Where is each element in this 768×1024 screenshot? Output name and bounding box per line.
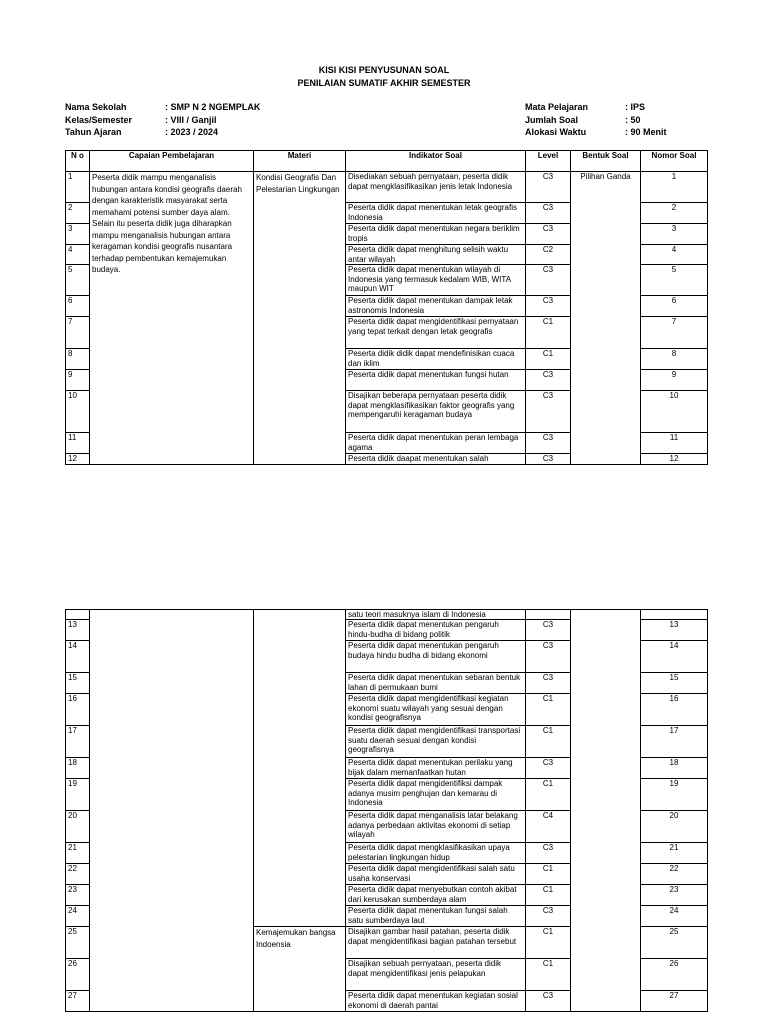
level-value: C3 — [526, 843, 571, 864]
level-value: C3 — [526, 758, 571, 779]
bentuk-soal: Pilihan Ganda — [571, 172, 641, 465]
row-number: 22 — [66, 864, 90, 885]
row-number: 17 — [66, 726, 90, 758]
meta-row-school — [65, 101, 260, 114]
level-value: C3 — [526, 906, 571, 927]
row-number: 26 — [66, 959, 90, 991]
bentuk-cell — [571, 610, 641, 1012]
document-subtitle: PENILAIAN SUMATIF AKHIR SEMESTER — [297, 78, 471, 88]
meta-value: : 50 — [625, 114, 641, 125]
row-number: 20 — [66, 811, 90, 843]
meta-row-class — [65, 114, 260, 127]
row-number: 25 — [66, 927, 90, 959]
capaian-text: Peserta didik mampu menganalisis hubungan antara kondisi geografis daerah dengan karakteristik masyarakat serta memahami potensi sumber daya alam. Selain itu peserta didik juga diharapkan mampu menganalisis hubungan antara keragaman kondisi geografis nusantara terhadap pembentukan kemajemukan budaya. — [90, 172, 254, 465]
level-value: C3 — [526, 433, 571, 454]
indikator-text: Peserta didik dapat menentukan peran lembaga agama — [346, 433, 526, 454]
indikator-text: Peserta didik dapat menentukan kegiatan sosial ekonomi di daerah pantai — [346, 991, 526, 1012]
indikator-text: Peserta didik dapat mengklasifikasikan upaya pelestarian lingkungan hidup — [346, 843, 526, 864]
column-header-level: Level — [526, 151, 571, 172]
row-number: 14 — [66, 641, 90, 673]
grid-table-page2 — [65, 609, 708, 1012]
indikator-text: Peserta didik dapat menyebutkan contoh akibat dari kerusakan sumberdaya alam — [346, 885, 526, 906]
level-value: C3 — [526, 620, 571, 641]
level-value: C1 — [526, 959, 571, 991]
column-header-nomor: Nomor Soal — [641, 151, 708, 172]
table-body — [66, 172, 708, 465]
indikator-text: Peserta didik dapat mengidentifiksi dampak adanya musim penghujan dan kemarau di Indonesia — [346, 779, 526, 811]
level-value: C1 — [526, 885, 571, 906]
indikator-text: Peserta didik dapat menganalisis latar belakang adanya perbedaan aktivitas ekonomi di setiap wilayah — [346, 811, 526, 843]
level-value: C3 — [526, 203, 571, 224]
materi-text: Kemajemukan bangsa Indoensia — [254, 927, 346, 1012]
indikator-text: Peserta didik dapat menentukan pengaruh budaya hindu budha di bidang ekonomi — [346, 641, 526, 673]
nomor-soal: 3 — [641, 224, 708, 245]
meta-row-count — [525, 114, 667, 127]
nomor-soal: 22 — [641, 864, 708, 885]
capaian-cell — [90, 610, 254, 1012]
row-number — [66, 610, 90, 620]
indikator-text: Peserta didik dapat mengidentifikasi transportasi suatu daerah sesuai dengan kondisi geografisnya — [346, 726, 526, 758]
row-number: 19 — [66, 779, 90, 811]
indikator-text: Peserta didik dapat menentukan sebaran bentuk lahan di permukaan bumi — [346, 673, 526, 694]
row-number: 6 — [66, 296, 90, 317]
row-number: 15 — [66, 673, 90, 694]
level-value: C1 — [526, 779, 571, 811]
meta-value: : 90 Menit — [625, 127, 667, 137]
indikator-text: Disajikan sebuah pernyataan, peserta didik dapat mengidentifikasi jenis pelapukan — [346, 959, 526, 991]
meta-label: Kelas/Semester — [65, 114, 133, 125]
indikator-continuation: satu teori masuknya islam di Indonesia — [346, 610, 526, 620]
grid-table-page1 — [65, 150, 708, 465]
indikator-text: Peserta didik dapat mengidentifikasi salah satu usaha konservasi — [346, 864, 526, 885]
meta-row-year — [65, 126, 260, 139]
row-number: 21 — [66, 843, 90, 864]
indikator-text: Disediakan sebuah pernyataan, peserta didik dapat mengklasifikasikan jenis letak Indonesia — [346, 172, 526, 203]
meta-left — [65, 101, 260, 139]
column-header-capaian: Capaian Pembelajaran — [90, 151, 254, 172]
level-value: C3 — [526, 641, 571, 673]
row-number: 18 — [66, 758, 90, 779]
meta-row-time — [525, 126, 667, 139]
level-value: C3 — [526, 296, 571, 317]
row-number: 16 — [66, 694, 90, 726]
level-value: C4 — [526, 811, 571, 843]
row-number: 7 — [66, 317, 90, 349]
indikator-text: Peserta didik daapat menentukan salah — [346, 454, 526, 465]
nomor-soal: 27 — [641, 991, 708, 1012]
indikator-text: Peserta didik dapat menentukan fungsi salah satu sumberdaya laut — [346, 906, 526, 927]
indikator-text: Peserta didik dapat menentukan fungsi hutan — [346, 370, 526, 391]
level-value: C1 — [526, 317, 571, 349]
nomor-soal: 9 — [641, 370, 708, 391]
level-value: C3 — [526, 454, 571, 465]
level-value: C3 — [526, 370, 571, 391]
level-value: C3 — [526, 391, 571, 433]
nomor-soal: 10 — [641, 391, 708, 433]
indikator-text: Peserta didik dapat menentukan dampak letak astronomis Indonesia — [346, 296, 526, 317]
nomor-soal: 19 — [641, 779, 708, 811]
level-value: C1 — [526, 694, 571, 726]
nomor-soal: 21 — [641, 843, 708, 864]
row-number: 3 — [66, 224, 90, 245]
nomor-soal: 7 — [641, 317, 708, 349]
indikator-text: Peserta didik didik dapat mendefinisikan cuaca dan iklim — [346, 349, 526, 370]
nomor-soal: 23 — [641, 885, 708, 906]
meta-label: Mata Pelajaran — [525, 102, 589, 112]
meta-row-subject — [525, 101, 667, 114]
nomor-soal: 6 — [641, 296, 708, 317]
nomor-soal: 12 — [641, 454, 708, 465]
row-number: 1 — [66, 172, 90, 203]
level-value: C3 — [526, 224, 571, 245]
column-header-materi: Materi — [254, 151, 346, 172]
indikator-text: Peserta didik dapat menentukan wilayah di Indonesia yang termasuk kedalam WIB, WITA maupun WIT — [346, 265, 526, 296]
indikator-text: Peserta didik dapat menghitung selisih waktu antar wilayah — [346, 245, 526, 265]
indikator-text: Disajikan beberapa pernyataan peserta didik dapat mengklasifikasikan faktor geografis yang mempengaruhi keragaman budaya — [346, 391, 526, 433]
level-value: C1 — [526, 864, 571, 885]
indikator-text: Peserta didik dapat menentukan perilaku yang bijak dalam memanfaatkan hutan — [346, 758, 526, 779]
materi-cell — [254, 610, 346, 927]
indikator-text: Disajikan gambar hasil patahan, peserta didik dapat mengidentifikasi bagian patahan tersebut — [346, 927, 526, 959]
row-number: 8 — [66, 349, 90, 370]
level-value: C3 — [526, 673, 571, 694]
nomor-soal: 4 — [641, 245, 708, 265]
row-number: 9 — [66, 370, 90, 391]
level-value: C3 — [526, 172, 571, 203]
row-number: 24 — [66, 906, 90, 927]
level-value: C3 — [526, 991, 571, 1012]
nomor-soal: 13 — [641, 620, 708, 641]
indikator-text: Peserta didik dapat mengidentifikasi pernyataan yang tepat terkait dengan letak geografis — [346, 317, 526, 349]
meta-label: Alokasi Waktu — [525, 127, 587, 137]
level-value: C1 — [526, 349, 571, 370]
level-value: C3 — [526, 265, 571, 296]
nomor-soal: 24 — [641, 906, 708, 927]
indikator-text: Peserta didik dapat menentukan negara beriklim tropis — [346, 224, 526, 245]
column-header-no: N o — [66, 151, 90, 172]
level-value — [526, 610, 571, 620]
nomor-soal: 15 — [641, 673, 708, 694]
meta-value: : 2023 / 2024 — [165, 127, 219, 137]
indikator-text: Peserta didik dapat menentukan pengaruh hindu-budha di bidang politik — [346, 620, 526, 641]
meta-value: : SMP N 2 NGEMPLAK — [165, 102, 261, 112]
materi-text: Kondisi Geografis Dan Pelestarian Lingkungan — [254, 172, 346, 465]
table-body — [66, 610, 708, 1012]
meta-label: Jumlah Soal — [525, 114, 579, 125]
nomor-soal: 5 — [641, 265, 708, 296]
row-number: 11 — [66, 433, 90, 454]
nomor-soal: 16 — [641, 694, 708, 726]
row-number: 13 — [66, 620, 90, 641]
level-value: C1 — [526, 726, 571, 758]
indikator-text: Peserta didik dapat mengidentifikasi kegiatan ekonomi suatu wilayah yang sesuai dengan kondisi geografisnya — [346, 694, 526, 726]
row-number: 23 — [66, 885, 90, 906]
row-number: 5 — [66, 265, 90, 296]
meta-value: : IPS — [625, 102, 646, 112]
nomor-soal: 2 — [641, 203, 708, 224]
row-number: 4 — [66, 245, 90, 265]
nomor-soal: 18 — [641, 758, 708, 779]
meta-right — [525, 101, 667, 139]
level-value: C2 — [526, 245, 571, 265]
meta-label: Nama Sekolah — [65, 102, 127, 112]
document-title: KISI KISI PENYUSUNAN SOAL — [318, 65, 450, 75]
meta-value: : VIII / Ganjil — [165, 114, 217, 125]
nomor-soal: 17 — [641, 726, 708, 758]
row-number: 2 — [66, 203, 90, 224]
column-header-bentuk: Bentuk Soal — [571, 151, 641, 172]
nomor-soal: 25 — [641, 927, 708, 959]
nomor-soal: 20 — [641, 811, 708, 843]
nomor-soal: 26 — [641, 959, 708, 991]
meta-label: Tahun Ajaran — [65, 127, 122, 137]
table-row — [66, 172, 708, 203]
row-number: 27 — [66, 991, 90, 1012]
nomor-soal: 11 — [641, 433, 708, 454]
nomor-soal — [641, 610, 708, 620]
indikator-text: Peserta didik dapat menentukan letak geografis Indonesia — [346, 203, 526, 224]
row-number: 12 — [66, 454, 90, 465]
nomor-soal: 14 — [641, 641, 708, 673]
table-row-continuation — [66, 610, 708, 620]
row-number: 10 — [66, 391, 90, 433]
column-header-indikator: Indikator Soal — [346, 151, 526, 172]
nomor-soal: 1 — [641, 172, 708, 203]
level-value: C1 — [526, 927, 571, 959]
nomor-soal: 8 — [641, 349, 708, 370]
